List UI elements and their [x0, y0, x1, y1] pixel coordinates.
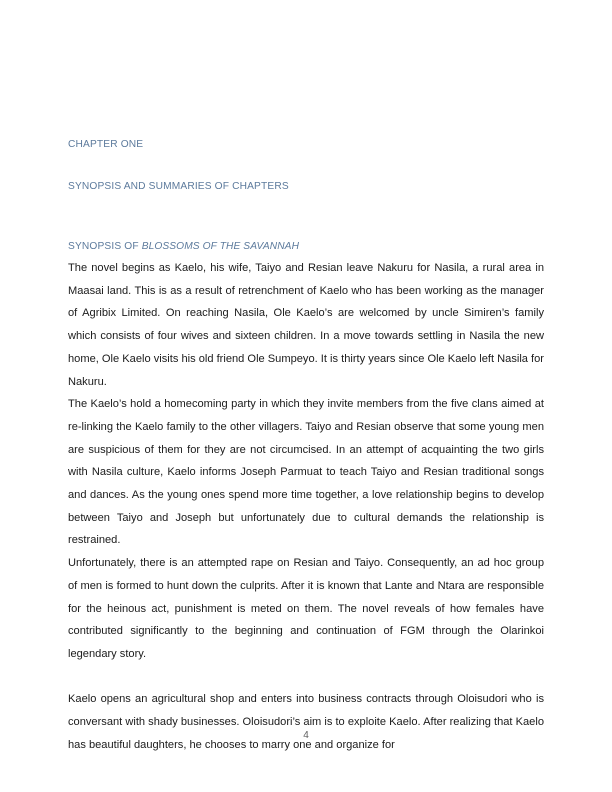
heading-chapter-one: CHAPTER ONE — [68, 139, 144, 150]
synopsis-of-label: SYNOPSIS OF — [68, 241, 142, 252]
paragraph-2: The Kaelo’s hold a homecoming party in which they invite members from the five clans aimed at re-linking the Kaelo family to the other villagers. Taiyo and Resian observe that some young men are suspicious of them for they are not circumcised. In an attempt of acquainting the two girls with Nasila culture, Kaelo informs Joseph Parmuat to teach Taiyo and Resian traditional songs and dances. As the young ones spend more time together, a love relationship begins to develop between Taiyo and Joseph but unfortunately due to cultural demands the relationship is restrained. — [68, 398, 544, 547]
heading-synopsis-of-book — [68, 240, 544, 254]
book-title: BLOSSOMS OF THE SAVANNAH — [141, 241, 300, 252]
heading-synopsis-and-summaries: SYNOPSIS AND SUMMARIES OF CHAPTERS — [68, 181, 289, 192]
paragraph-3: Unfortunately, there is an attempted rape on Resian and Taiyo. Consequently, an ad hoc group of men is formed to hunt down the culprits. After it is known that Lante and Ntara are responsible for the heinous act, punishment is meted on them. The novel reveals of how females have contributed significantly to the beginning and continuation of FGM through the Olarinkoi legendary story. — [68, 557, 544, 660]
page-number: 4 — [303, 730, 309, 741]
page-content — [68, 138, 544, 756]
paragraph-1: The novel begins as Kaelo, his wife, Taiyo and Resian leave Nakuru for Nasila, a rural area in Maasai land. This is as a result of retrenchment of Kaelo who has been working as the manager of Agribix Limited. On reaching Nasila, Ole Kaelo’s are welcomed by uncle Simiren’s family which consists of four wives and sixteen children. In a move towards settling in Nasila the new home, Ole Kaelo visits his old friend Ole Sumpeyo. It is thirty years since Ole Kaelo left Nasila for Nakuru. — [68, 262, 545, 388]
body-text-block — [68, 257, 544, 756]
paragraph-4: Kaelo opens an agricultural shop and enters into business contracts through Oloisudori who is conversant with shady businesses. Oloisudori’s aim is to exploite Kaelo. After realizing that Kaelo has beautiful daughters, he chooses to marry one and organize for — [68, 693, 544, 751]
